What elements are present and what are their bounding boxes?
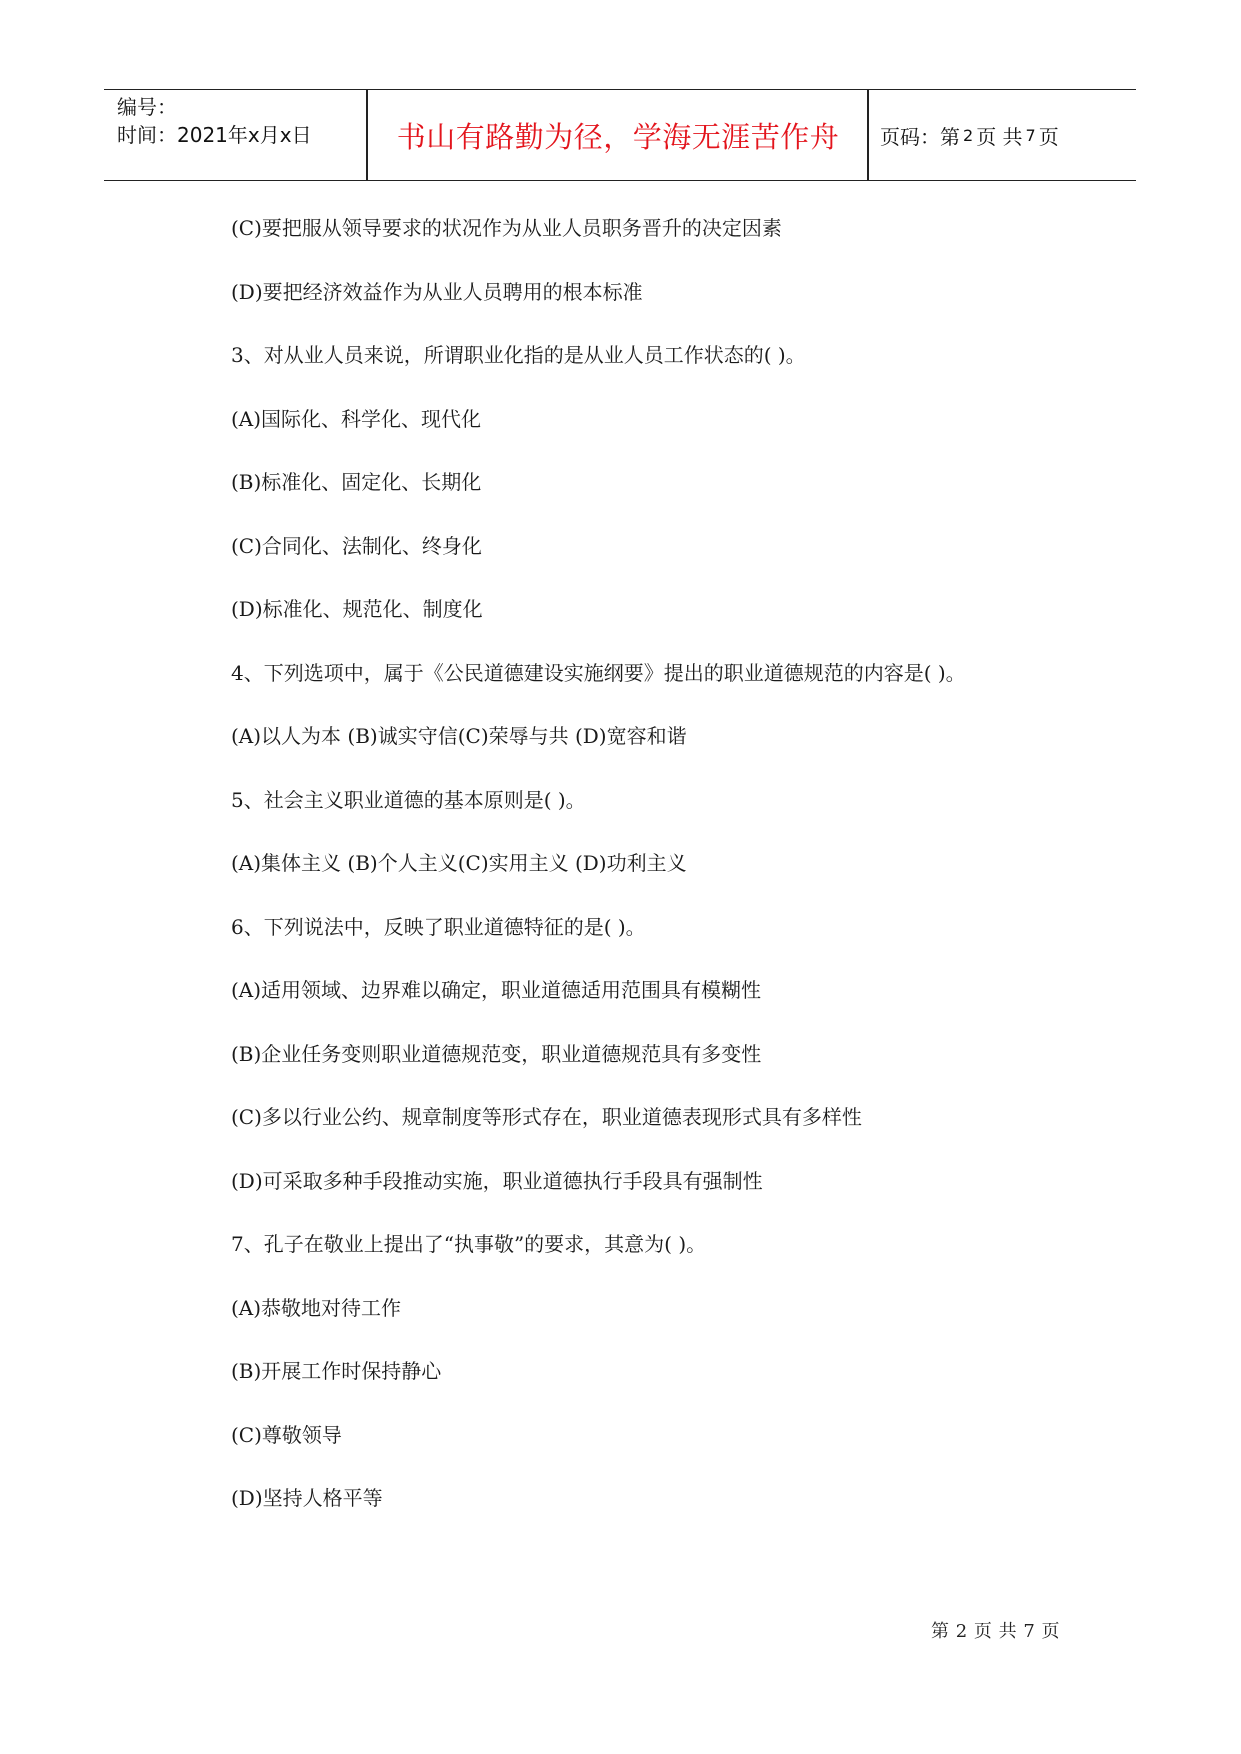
- question-6: 6、下列说法中，反映了职业道德特征的是( )。: [231, 914, 646, 939]
- page-footer: 第 2 页 共 7 页: [930, 1621, 1060, 1642]
- option-d-q7: (D)坚持人格平等: [231, 1486, 383, 1510]
- option-c-q2: (C)要把服从领导要求的状况作为从业人员职务晋升的决定因素: [231, 216, 782, 240]
- option-b-q6: (B)企业任务变则职业道德规范变，职业道德规范具有多变性: [231, 1041, 762, 1066]
- option-d-q3: (D)标准化、规范化、制度化: [231, 597, 483, 621]
- serial-label: 编号：: [117, 95, 177, 119]
- page-prefix: 页码：第: [880, 124, 960, 149]
- document-body: [231, 212, 1091, 1546]
- header-meta: [117, 93, 367, 149]
- option-b-q3: (B)标准化、固定化、长期化: [231, 470, 482, 494]
- options-q5: (A)集体主义 (B)个人主义(C)实用主义 (D)功利主义: [231, 851, 687, 875]
- option-a-q3: (A)国际化、科学化、现代化: [231, 406, 482, 431]
- page-total: 7: [1025, 125, 1036, 145]
- option-c-q7: (C)尊敬领导: [231, 1422, 342, 1447]
- question-3: 3、对从业人员来说，所谓职业化指的是从业人员工作状态的( )。: [231, 343, 806, 367]
- option-c-q6: (C)多以行业公约、规章制度等形式存在，职业道德表现形式具有多样性: [231, 1105, 862, 1129]
- page-suffix: 页: [1038, 124, 1059, 149]
- option-d-q6: (D)可采取多种手段推动实施，职业道德执行手段具有强制性: [231, 1168, 763, 1193]
- question-7: 7、孔子在敬业上提出了“执事敬”的要求，其意为( )。: [231, 1232, 707, 1256]
- page-mid: 页 共: [976, 124, 1023, 149]
- option-d-q2: (D)要把经济效益作为从业人员聘用的根本标准: [231, 279, 643, 304]
- time-label: 时间：2021年x月x日: [117, 123, 312, 147]
- question-4: 4、下列选项中，属于《公民道德建设实施纲要》提出的职业道德规范的内容是( )。: [231, 660, 966, 685]
- option-a-q6: (A)适用领域、边界难以确定，职业道德适用范围具有模糊性: [231, 978, 762, 1002]
- page-current: 2: [963, 125, 974, 145]
- header-motto: 书山有路勤为径，学海无涯苦作舟: [396, 119, 840, 154]
- header-page-number: [868, 90, 1136, 180]
- options-q4: (A)以人为本 (B)诚实守信(C)荣辱与共 (D)宽容和谐: [231, 724, 687, 748]
- page-header: [104, 89, 1136, 181]
- option-a-q7: (A)恭敬地对待工作: [231, 1295, 402, 1320]
- question-5: 5、社会主义职业道德的基本原则是( )。: [231, 787, 586, 812]
- option-b-q7: (B)开展工作时保持静心: [231, 1359, 442, 1383]
- option-c-q3: (C)合同化、法制化、终身化: [231, 533, 482, 558]
